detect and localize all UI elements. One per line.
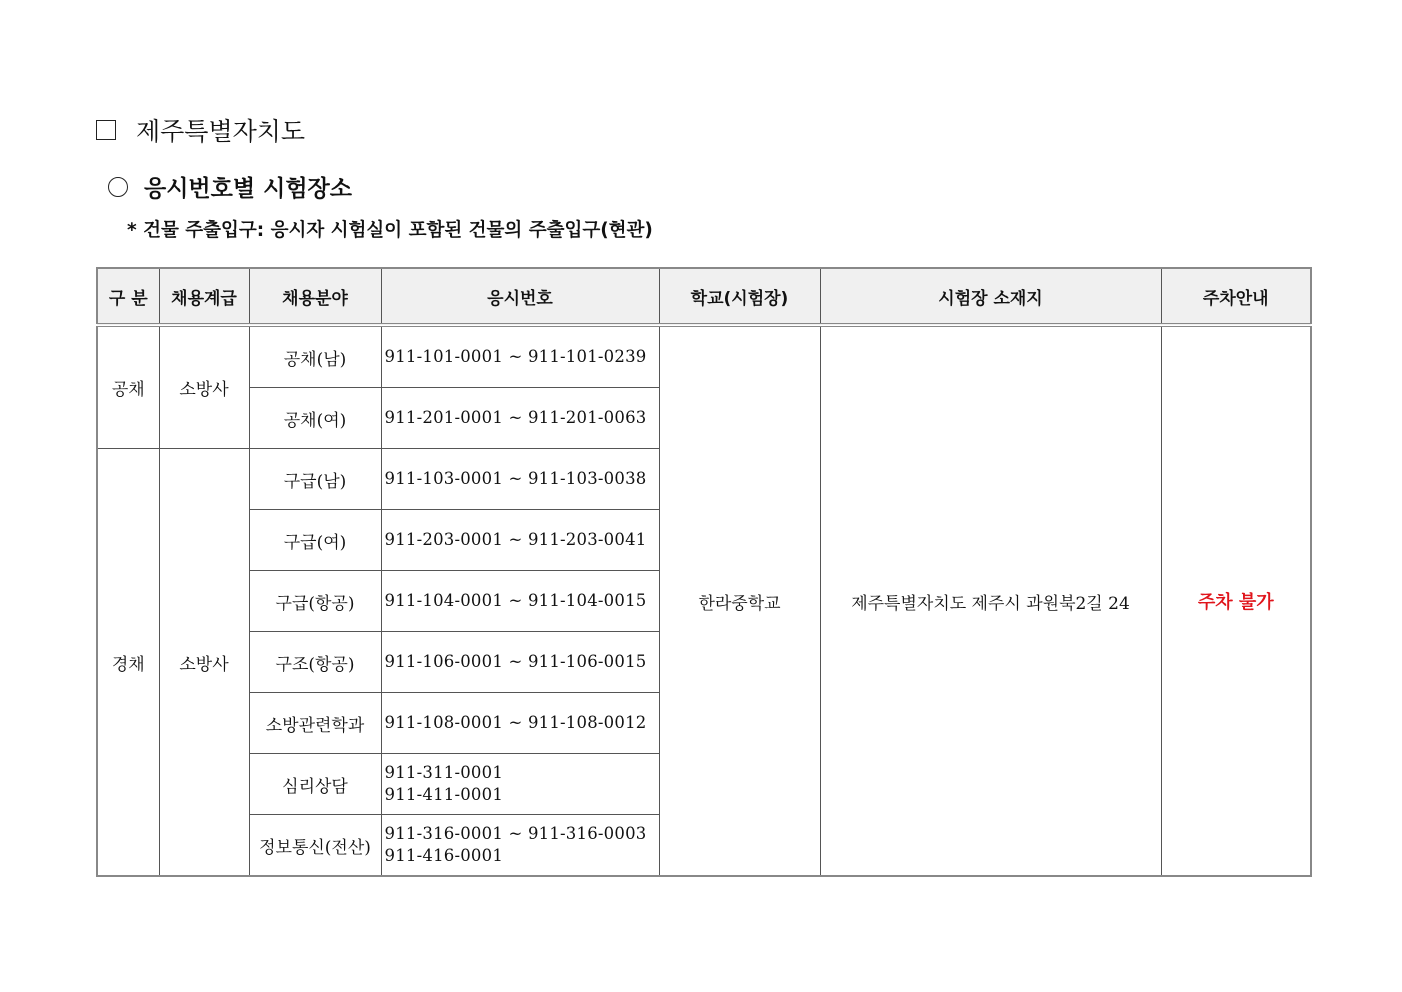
field-cell: 공채(여) bbox=[249, 388, 381, 449]
rank-cell: 소방사 bbox=[159, 325, 249, 449]
field-cell: 정보통신(전산) bbox=[249, 815, 381, 877]
section-heading bbox=[96, 112, 305, 148]
header-address: 시험장 소재지 bbox=[820, 268, 1161, 325]
table-row bbox=[97, 325, 1311, 388]
header-parking: 주차안내 bbox=[1161, 268, 1311, 325]
circle-bullet-icon bbox=[108, 177, 128, 197]
category-cell: 경채 bbox=[97, 449, 159, 877]
square-bullet-icon bbox=[96, 120, 116, 140]
rank-cell: 소방사 bbox=[159, 449, 249, 877]
exam-location-table bbox=[96, 267, 1312, 877]
exam-number-line: 911-411-0001 bbox=[384, 785, 504, 804]
exam-number-line: 911-316-0001 ~ 911-316-0003 bbox=[384, 824, 647, 843]
category-cell: 공채 bbox=[97, 325, 159, 449]
field-cell: 소방관련학과 bbox=[249, 693, 381, 754]
exam-number-cell: 911-103-0001 ~ 911-103-0038 bbox=[381, 449, 659, 510]
header-rank: 채용계급 bbox=[159, 268, 249, 325]
field-cell: 구조(항공) bbox=[249, 632, 381, 693]
field-cell: 구급(여) bbox=[249, 510, 381, 571]
section-heading-text: 제주특별자치도 bbox=[136, 117, 306, 146]
subsection-heading bbox=[108, 170, 352, 203]
header-category: 구 분 bbox=[97, 268, 159, 325]
exam-number-cell: 911-201-0001 ~ 911-201-0063 bbox=[381, 388, 659, 449]
exam-number-line: 911-311-0001 bbox=[384, 763, 504, 782]
exam-number-cell: 911-108-0001 ~ 911-108-0012 bbox=[381, 693, 659, 754]
exam-number-cell: 911-101-0001 ~ 911-101-0239 bbox=[381, 325, 659, 388]
exam-number-cell bbox=[381, 754, 659, 815]
exam-number-cell: 911-203-0001 ~ 911-203-0041 bbox=[381, 510, 659, 571]
entrance-note: * 건물 주출입구: 응시자 시험실이 포함된 건물의 주출입구(현관) bbox=[127, 220, 653, 241]
exam-number-line: 911-416-0001 bbox=[384, 846, 504, 865]
parking-cell: 주차 불가 bbox=[1161, 325, 1311, 876]
field-cell: 구급(남) bbox=[249, 449, 381, 510]
school-cell: 한라중학교 bbox=[659, 325, 820, 876]
table-header-row bbox=[97, 268, 1311, 325]
address-cell: 제주특별자치도 제주시 과원북2길 24 bbox=[820, 325, 1161, 876]
header-field: 채용분야 bbox=[249, 268, 381, 325]
exam-number-cell bbox=[381, 815, 659, 877]
exam-number-cell: 911-104-0001 ~ 911-104-0015 bbox=[381, 571, 659, 632]
field-cell: 심리상담 bbox=[249, 754, 381, 815]
field-cell: 공채(남) bbox=[249, 325, 381, 388]
header-exam-numbers: 응시번호 bbox=[381, 268, 659, 325]
field-cell: 구급(항공) bbox=[249, 571, 381, 632]
subsection-heading-text: 응시번호별 시험장소 bbox=[144, 176, 352, 202]
exam-number-cell: 911-106-0001 ~ 911-106-0015 bbox=[381, 632, 659, 693]
header-school: 학교(시험장) bbox=[659, 268, 820, 325]
